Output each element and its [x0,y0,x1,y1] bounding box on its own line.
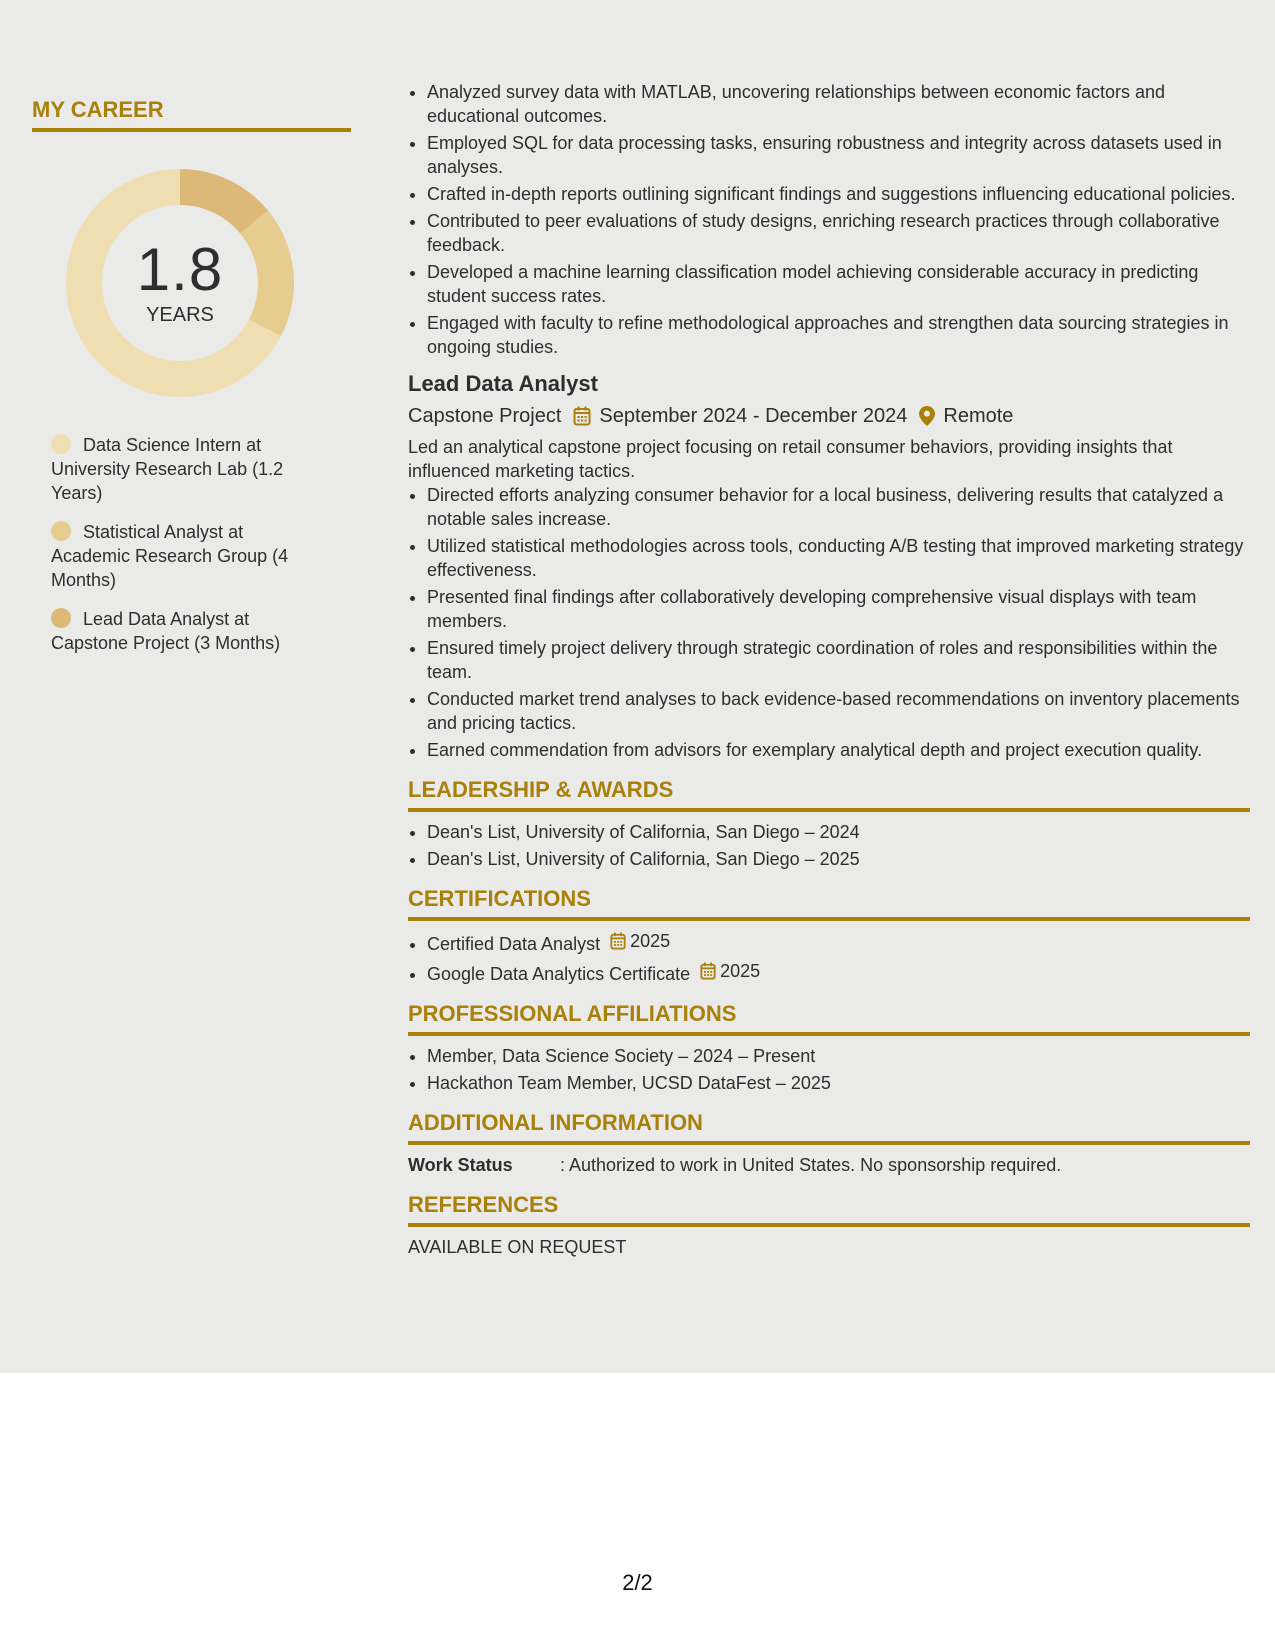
affiliations-heading: PROFESSIONAL AFFILIATIONS [408,1000,1250,1036]
certifications-heading: CERTIFICATIONS [408,885,1250,921]
cert-year: 2025 [630,931,671,951]
work-status-value: : Authorized to work in United States. No sponsorship required. [560,1155,1062,1175]
job-company: Capstone Project [408,405,562,427]
list-item: • Directed efforts analyzing consumer behavior for a local business, delivering results that catalyzed a notable sales increase. [427,483,1250,531]
legend-item [51,607,311,655]
legend-dot [51,608,71,628]
additional-info-heading: ADDITIONAL INFORMATION [408,1109,1250,1145]
list-item: • Conducted market trend analyses to back evidence-based recommendations on inventory placements and pricing tactics. [427,687,1250,735]
awards-list [408,820,1250,871]
cert-date [700,959,760,983]
list-item: • Ensured timely project delivery through strategic coordination of roles and responsibilities within the team. [427,636,1250,684]
list-item: • Earned commendation from advisors for exemplary analytical depth and project execution quality. [427,738,1250,762]
list-item: • Dean's List, University of California, San Diego – 2024 [427,820,1250,844]
references-heading: REFERENCES [408,1191,1250,1227]
list-item: • Dean's List, University of California, San Diego – 2025 [427,847,1250,871]
legend-item [51,433,311,505]
cert-date [610,929,670,953]
list-item: • Member, Data Science Society – 2024 – Present [427,1044,1250,1068]
legend-label: Statistical Analyst at Academic Research Group (4 Months) [51,522,289,590]
legend-label: Data Science Intern at University Research Lab (1.2 Years) [51,435,284,503]
job-meta [408,401,1250,431]
legend-item [51,520,311,592]
total-years-unit: YEARS [146,304,214,326]
career-donut-chart [66,169,294,397]
career-heading: MY CAREER [32,96,351,132]
cert-name: Google Data Analytics Certificate [427,964,691,984]
certifications-list [408,929,1250,986]
page-number: 2/2 [622,1570,653,1595]
legend-dot [51,521,71,541]
list-item: • Presented final findings after collaboratively developing comprehensive visual displays with team members. [427,585,1250,633]
job-location: Remote [943,405,1014,427]
awards-heading: LEADERSHIP & AWARDS [408,776,1250,812]
work-status-row [408,1153,1250,1177]
legend-dot [51,434,71,454]
list-item: • Contributed to peer evaluations of study designs, enriching research practices through collaborative feedback. [427,209,1250,257]
donut-center [66,169,294,397]
job-dates: September 2024 - December 2024 [599,405,908,427]
list-item: • Employed SQL for data processing tasks, ensuring robustness and integrity across datasets used in analyses. [427,131,1250,179]
job-summary: Led an analytical capstone project focusing on retail consumer behaviors, providing insights that influenced marketing tactics. [408,437,1173,481]
total-years-value: 1.8 [136,236,224,303]
cert-year: 2025 [720,961,761,981]
list-item: • Utilized statistical methodologies across tools, conducting A/B testing that improved marketing strategy effectiveness. [427,534,1250,582]
job-bullets [408,483,1250,762]
calendar-icon [573,406,591,426]
career-sidebar [32,96,351,670]
main-content [408,80,1250,1259]
work-status-label: Work Status [408,1155,513,1175]
cert-name: Certified Data Analyst [427,934,601,954]
list-item [427,929,1250,956]
location-pin-icon [919,406,935,426]
list-item: • Analyzed survey data with MATLAB, uncovering relationships between economic factors and educational outcomes. [427,80,1250,128]
calendar-icon [700,962,716,980]
list-item: • Crafted in-depth reports outlining significant findings and suggestions influencing educational policies. [427,182,1250,206]
list-item [427,959,1250,986]
previous-job-bullets [408,80,1250,359]
list-item: • Engaged with faculty to refine methodological approaches and strengthen data sourcing strategies in ongoing studies. [427,311,1250,359]
job-title: Lead Data Analyst [408,371,598,396]
legend-label: Lead Data Analyst at Capstone Project (3 Months) [51,609,281,653]
references-text: AVAILABLE ON REQUEST [408,1237,627,1257]
list-item: • Developed a machine learning classification model achieving considerable accuracy in predicting student success rates. [427,260,1250,308]
list-item: • Hackathon Team Member, UCSD DataFest – 2025 [427,1071,1250,1095]
career-legend [51,433,311,655]
affiliations-list [408,1044,1250,1095]
calendar-icon [610,932,626,950]
